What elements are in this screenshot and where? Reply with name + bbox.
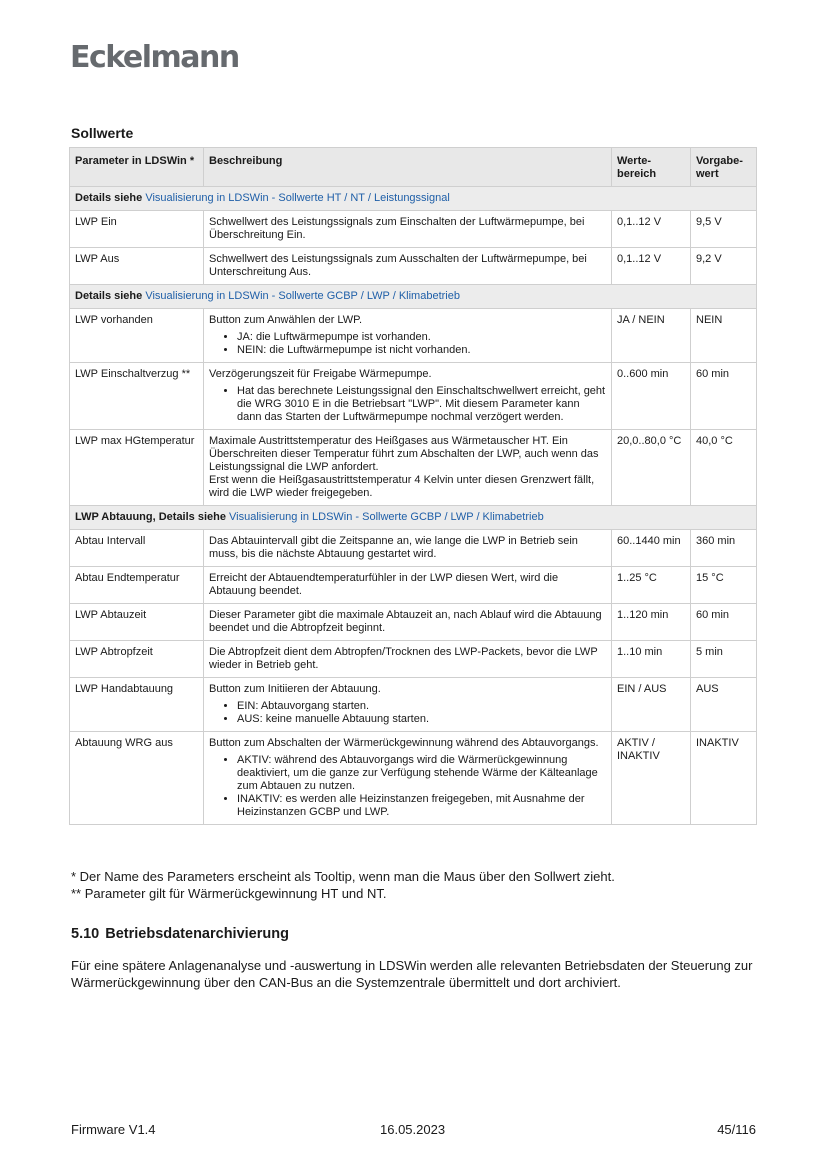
option-list [209, 754, 606, 819]
param-description: Verzögerungszeit für Freigabe Wärmepumpe. [209, 368, 432, 380]
value-range: 1..120 min [612, 604, 691, 641]
footnote-ht-nt: ** Parameter gilt für Wärmerückgewinnung HT und NT. [71, 886, 387, 901]
table-row [70, 248, 757, 285]
section-heading-title: Betriebsdatenarchivierung [105, 926, 289, 942]
footer-date: 16.05.2023 [380, 1122, 446, 1137]
default-value: 360 min [691, 530, 757, 567]
footer-page-number: 45/116 [717, 1122, 756, 1137]
param-description-cell [204, 567, 612, 604]
option-item: • EIN: Abtauvorgang starten. [237, 700, 606, 713]
option-list [209, 700, 606, 726]
header-range: Werte- bereich [612, 148, 691, 187]
param-name: LWP Abtauzeit [70, 604, 204, 641]
param-description-cell [204, 604, 612, 641]
default-value: 60 min [691, 604, 757, 641]
group-details-link[interactable]: Visualisierung in LDSWin - Sollwerte GCBP / LWP / Klimabetrieb [229, 511, 544, 523]
param-description: Erreicht der Abtauendtemperaturfühler in der LWP diesen Wert, wird die Abtauung beendet. [209, 572, 559, 597]
value-range: 0..600 min [612, 363, 691, 430]
value-range: AKTIV / INAKTIV [612, 732, 691, 825]
param-description-cell [204, 732, 612, 825]
table-row [70, 567, 757, 604]
param-description: Das Abtauintervall gibt die Zeitspanne an, wie lange die LWP in Betrieb sein muss, bis die nächste Abtauung gestartet wird. [209, 535, 578, 560]
group-header-row [70, 506, 757, 530]
param-description-cell [204, 430, 612, 506]
param-description-cell [204, 309, 612, 363]
default-value: 9,5 V [691, 211, 757, 248]
group-header-row [70, 187, 757, 211]
table-row [70, 604, 757, 641]
default-value: 40,0 °C [691, 430, 757, 506]
value-range: 60..1440 min [612, 530, 691, 567]
value-range: 0,1..12 V [612, 248, 691, 285]
table-row [70, 732, 757, 825]
option-item: • AUS: keine manuelle Abtauung starten. [237, 713, 606, 726]
param-description-cell [204, 530, 612, 567]
param-name: LWP Ein [70, 211, 204, 248]
parameter-table [69, 147, 757, 825]
default-value: AUS [691, 678, 757, 732]
group-label: LWP Abtauung, Details siehe [75, 511, 226, 523]
eckelmann-logo: Eckelmann [70, 40, 239, 75]
option-item: • JA: die Luftwärmepumpe ist vorhanden. [237, 331, 606, 344]
value-range: 0,1..12 V [612, 211, 691, 248]
table-row [70, 211, 757, 248]
param-description: Button zum Initiieren der Abtauung. [209, 683, 381, 695]
param-description: Die Abtropfzeit dient dem Abtropfen/Trocknen des LWP-Packets, bevor die LWP wieder in Betrieb geht. [209, 646, 598, 671]
table-header-row [70, 148, 757, 187]
param-description-cell [204, 211, 612, 248]
param-name: Abtau Intervall [70, 530, 204, 567]
param-description: Maximale Austrittstemperatur des Heißgases aus Wärmetauscher HT. Ein Überschreiten dieser Temperatur führt zum Abschalten der LWP, auch wenn das Leistungssignal die LWP anfordert. Erst wenn die Heißgasaustrittstemperatur 4 Kelvin unter diesen Grenzwert fällt, wird die LWP wieder freigegeben. [209, 435, 599, 499]
value-range: JA / NEIN [612, 309, 691, 363]
param-description: Button zum Abschalten der Wärmerückgewinnung während des Abtauvorgangs. [209, 737, 599, 749]
footnote-tooltip: * Der Name des Parameters erscheint als Tooltip, wenn man die Maus über den Sollwert zieht. [71, 869, 615, 884]
param-name: LWP Aus [70, 248, 204, 285]
group-details-link[interactable]: Visualisierung in LDSWin - Sollwerte HT / NT / Leistungssignal [145, 192, 450, 204]
param-name: Abtau Endtemperatur [70, 567, 204, 604]
table-row [70, 363, 757, 430]
footer-firmware: Firmware V1.4 [71, 1122, 156, 1137]
group-label: Details siehe [75, 290, 143, 302]
option-list [209, 331, 606, 357]
table-row [70, 530, 757, 567]
param-name: Abtauung WRG aus [70, 732, 204, 825]
option-item: • NEIN: die Luftwärmepumpe ist nicht vorhanden. [237, 344, 606, 357]
default-value: 60 min [691, 363, 757, 430]
value-range: 1..25 °C [612, 567, 691, 604]
param-name: LWP Handabtauung [70, 678, 204, 732]
value-range: EIN / AUS [612, 678, 691, 732]
param-name: LWP max HGtemperatur [70, 430, 204, 506]
param-description: Dieser Parameter gibt die maximale Abtauzeit an, nach Ablauf wird die Abtauung beendet und die Abtropfzeit beginnt. [209, 609, 602, 634]
header-default: Vorgabe- wert [691, 148, 757, 187]
section-heading [71, 926, 289, 942]
value-range: 1..10 min [612, 641, 691, 678]
default-value: 5 min [691, 641, 757, 678]
param-description-cell [204, 248, 612, 285]
table-row [70, 309, 757, 363]
param-name: LWP vorhanden [70, 309, 204, 363]
param-description-cell [204, 363, 612, 430]
group-header-row [70, 285, 757, 309]
param-description: Button zum Anwählen der LWP. [209, 314, 363, 326]
footnotes [71, 868, 615, 902]
option-item: • AKTIV: während des Abtauvorgangs wird die Wärmerückgewinnung deaktiviert, um die ganze zur Verfügung stehende Wärme der Kälteanlage zum Abtauen zu nutzen. [237, 754, 606, 793]
option-list [209, 385, 606, 424]
section-number: 5.10 [71, 926, 100, 942]
section-title: Sollwerte [71, 125, 134, 141]
value-range: 20,0..80,0 °C [612, 430, 691, 506]
group-label: Details siehe [75, 192, 143, 204]
default-value: 9,2 V [691, 248, 757, 285]
table-row [70, 641, 757, 678]
header-parameter: Parameter in LDSWin * [70, 148, 204, 187]
option-item: • Hat das berechnete Leistungssignal den Einschaltschwellwert erreicht, geht die WRG 3010 E in die Betriebsart "LWP". Mit diesem Parameter kann dann das Starten der Luftwärmepumpe nochmal verzögert werden. [237, 385, 606, 424]
param-name: LWP Abtropfzeit [70, 641, 204, 678]
param-description: Schwellwert des Leistungssignals zum Ausschalten der Luftwärmepumpe, bei Unterschreitung Aus. [209, 253, 587, 278]
table-row [70, 678, 757, 732]
default-value: 15 °C [691, 567, 757, 604]
param-description-cell [204, 678, 612, 732]
default-value: INAKTIV [691, 732, 757, 825]
table-row [70, 430, 757, 506]
param-description: Schwellwert des Leistungssignals zum Einschalten der Luftwärmepumpe, bei Überschreitung Ein. [209, 216, 585, 241]
param-description-cell [204, 641, 612, 678]
default-value: NEIN [691, 309, 757, 363]
option-item: • INAKTIV: es werden alle Heizinstanzen freigegeben, mit Ausnahme der Heizinstanzen GCBP und LWP. [237, 793, 606, 819]
group-details-link[interactable]: Visualisierung in LDSWin - Sollwerte GCBP / LWP / Klimabetrieb [145, 290, 460, 302]
header-description: Beschreibung [204, 148, 612, 187]
param-name: LWP Einschaltverzug ** [70, 363, 204, 430]
body-paragraph: Für eine spätere Anlagenanalyse und -auswertung in LDSWin werden alle relevanten Betriebsdaten der Steuerung zur Wärmerückgewinnung über den CAN-Bus an die Systemzentrale übermittelt und dort archiviert. [71, 958, 753, 990]
